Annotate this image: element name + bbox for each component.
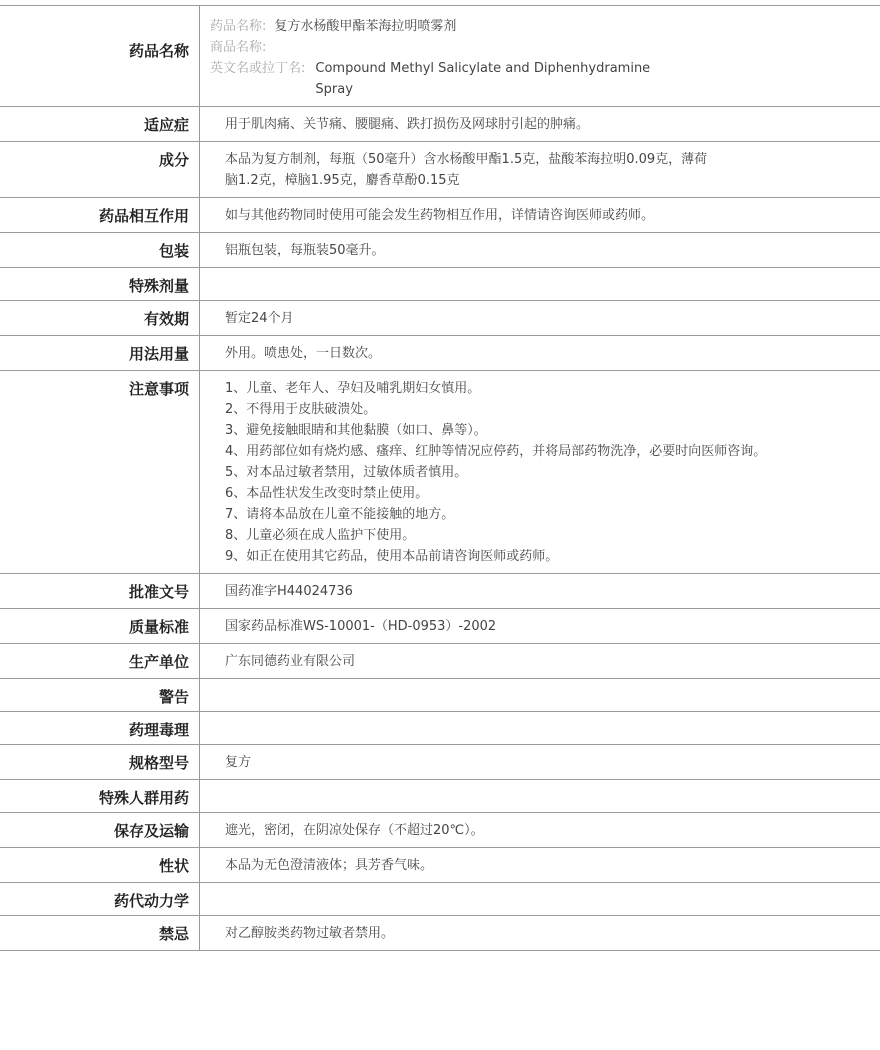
list-item: 3、避免接触眼睛和其他黏膜（如口、鼻等）。 (225, 423, 487, 438)
row-value: 对乙醇胺类药物过敏者禁用。 (225, 926, 395, 941)
english-name-line (210, 58, 880, 100)
trade-name-value (266, 37, 274, 58)
row-label: 药品相互作用 (0, 198, 200, 232)
row-special-populations (0, 780, 880, 813)
drug-name-line (210, 16, 880, 37)
row-storage (0, 813, 880, 848)
row-value (200, 883, 880, 915)
row-value: 外用。喷患处，一日数次。 (225, 346, 382, 361)
row-label: 用法用量 (0, 336, 200, 370)
list-item: 9、如正在使用其它药品，使用本品前请咨询医师或药师。 (225, 549, 559, 564)
row-manufacturer (0, 644, 880, 679)
list-item: 8、儿童必须在成人监护下使用。 (225, 528, 416, 543)
row-special-dosage (0, 268, 880, 301)
drug-name-key: 药品名称: (210, 19, 267, 34)
row-specification (0, 745, 880, 780)
row-label: 药理毒理 (0, 712, 200, 744)
row-interactions (0, 198, 880, 233)
row-label: 成分 (0, 142, 200, 197)
row-packaging (0, 233, 880, 268)
list-item: 6、本品性状发生改变时禁止使用。 (225, 486, 429, 501)
row-value: 复方 (225, 755, 252, 770)
drug-name-block (200, 6, 880, 106)
row-contraindications (0, 916, 880, 951)
row-value: 广东同德药业有限公司 (225, 654, 356, 669)
list-item: 2、不得用于皮肤破溃处。 (225, 402, 377, 417)
list-item: 1、儿童、老年人、孕妇及哺乳期妇女慎用。 (225, 381, 481, 396)
row-value: 暂定24个月 (225, 311, 294, 326)
row-label: 药代动力学 (0, 883, 200, 915)
row-label: 生产单位 (0, 644, 200, 678)
row-composition (0, 142, 880, 198)
row-label: 包装 (0, 233, 200, 267)
row-value: 如与其他药物同时使用可能会发生药物相互作用，详情请咨询医师或药师。 (225, 208, 655, 223)
row-label: 性状 (0, 848, 200, 882)
row-label: 特殊人群用药 (0, 780, 200, 812)
row-label: 有效期 (0, 301, 200, 335)
list-item: 5、对本品过敏者禁用，过敏体质者慎用。 (225, 465, 468, 480)
row-label: 保存及运输 (0, 813, 200, 847)
list-item: 7、请将本品放在儿童不能接触的地方。 (225, 507, 455, 522)
row-approval-number (0, 574, 880, 609)
trade-name-line (210, 37, 880, 58)
row-value: 国家药品标准WS-10001-（HD-0953）-2002 (225, 619, 497, 634)
row-value: 遮光，密闭，在阴凉处保存（不超过20℃）。 (225, 823, 484, 838)
row-value: 铝瓶包装，每瓶装50毫升。 (225, 243, 385, 258)
row-pharmacokinetics (0, 883, 880, 916)
row-label: 警告 (0, 679, 200, 711)
row-value (200, 780, 880, 812)
drug-name-value: 复方水杨酸甲酯苯海拉明喷雾剂 (274, 19, 457, 34)
english-name-value: Compound Methyl Salicylate and Diphenhydramine Spray (315, 61, 651, 97)
row-value (200, 268, 880, 300)
row-drug-name (0, 6, 880, 107)
row-quality-standard (0, 609, 880, 644)
row-precautions (0, 371, 880, 574)
row-appearance (0, 848, 880, 883)
row-label: 批准文号 (0, 574, 200, 608)
row-value (200, 712, 880, 744)
row-label: 药品名称 (0, 6, 200, 106)
row-value: 本品为无色澄清液体；具芳香气味。 (225, 858, 434, 873)
row-pharmacology (0, 712, 880, 745)
row-warning (0, 679, 880, 712)
row-label: 质量标准 (0, 609, 200, 643)
row-shelf-life (0, 301, 880, 336)
row-label: 禁忌 (0, 916, 200, 950)
row-value: 用于肌肉痛、关节痛、腰腿痛、跌打损伤及网球肘引起的肿痛。 (225, 117, 590, 132)
row-value (200, 679, 880, 711)
row-usage (0, 336, 880, 371)
trade-name-key: 商品名称: (210, 40, 267, 55)
row-value: 本品为复方制剂，每瓶（50毫升）含水杨酸甲酯1.5克，盐酸苯海拉明0.09克，薄荷脑1.2克，樟脑1.95克，麝香草酚0.15克 (225, 152, 708, 188)
english-name-key: 英文名或拉丁名: (210, 61, 306, 76)
row-label: 注意事项 (0, 371, 200, 573)
row-label: 适应症 (0, 107, 200, 141)
row-indications (0, 107, 880, 142)
list-item: 4、用药部位如有烧灼感、瘙痒、红肿等情况应停药，并将局部药物洗净，必要时向医师咨询。 (225, 444, 767, 459)
drug-info-table (0, 5, 880, 951)
precautions-list (200, 371, 880, 573)
row-label: 特殊剂量 (0, 268, 200, 300)
row-value: 国药准字H44024736 (225, 584, 353, 599)
row-label: 规格型号 (0, 745, 200, 779)
